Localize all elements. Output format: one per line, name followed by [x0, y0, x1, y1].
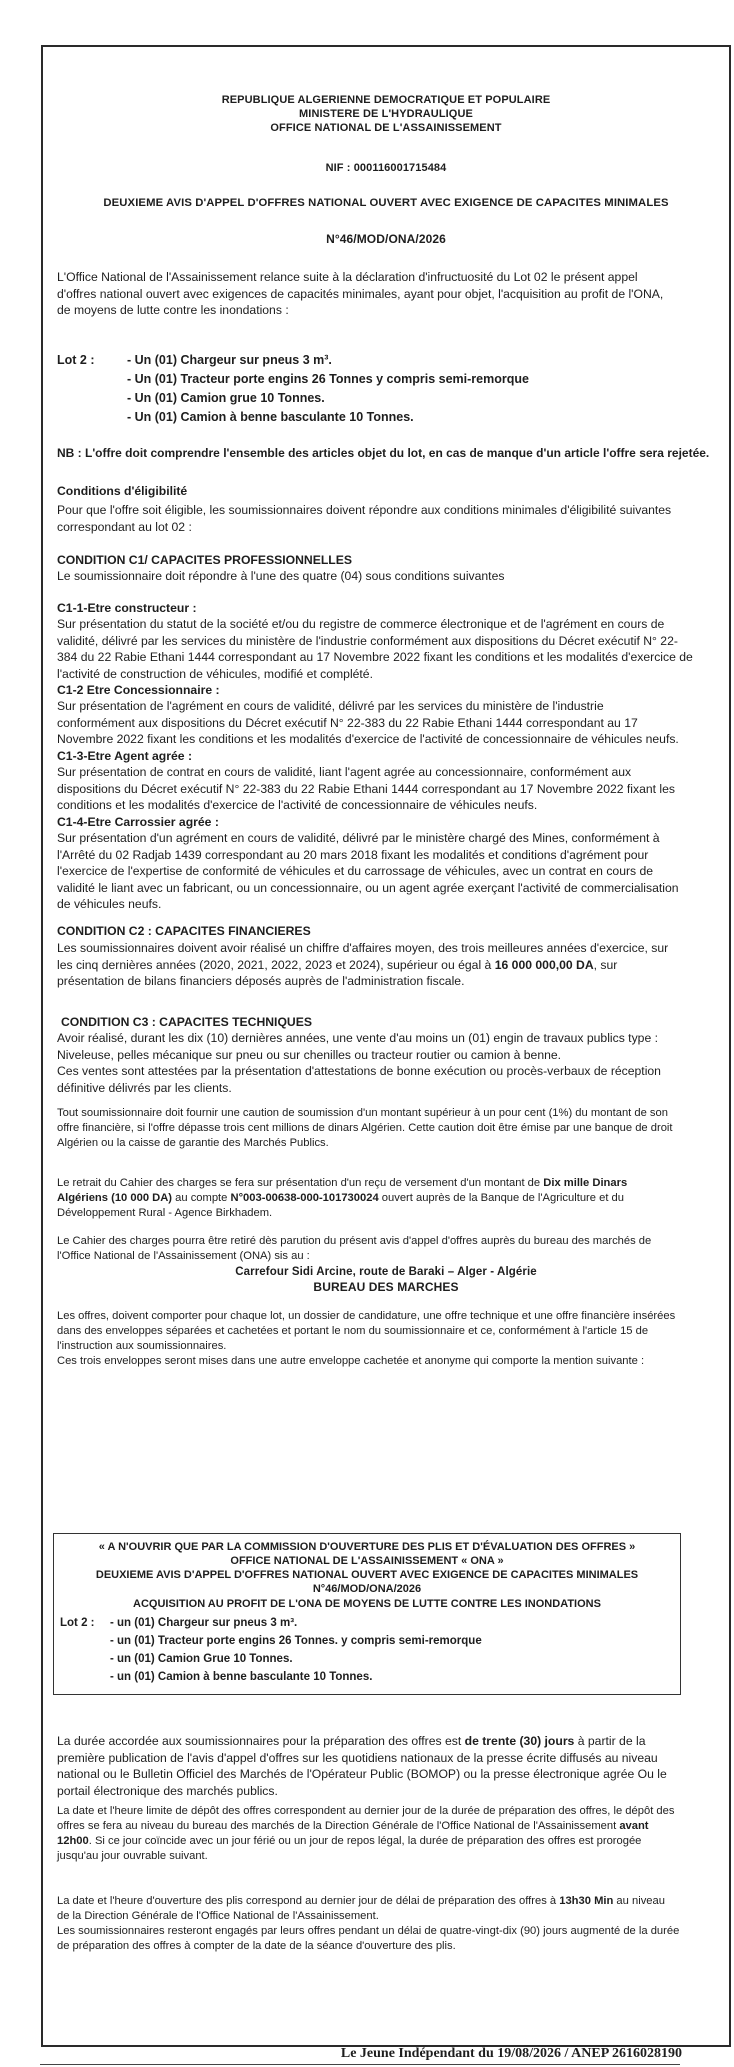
envelope-office: OFFICE NATIONAL DE L'ASSAINISSEMENT « ONA »: [230, 1555, 504, 1567]
lot-item: - Un (01) Tracteur porte engins 26 Tonnes y compris semi-remorque: [127, 372, 529, 386]
c13-title: C1-3-Etre Agent agrée :: [57, 749, 192, 763]
nif-number: NIF : 000116001715484: [325, 162, 447, 174]
c1-title: CONDITION C1/ CAPACITES PROFESSIONNELLES: [57, 553, 353, 567]
header-ministry: MINISTERE DE L'HYDRAULIQUE: [299, 108, 473, 120]
c14-title: C1-4-Etre Carrossier agrée :: [57, 815, 219, 829]
envelope-warning: « A N'OUVRIR QUE PAR LA COMMISSION D'OUVERTURE DES PLIS ET D'ÉVALUATION DES OFFRES »: [98, 1541, 636, 1553]
header-republic: REPUBLIQUE ALGERIENNE DEMOCRATIQUE ET POPULAIRE: [221, 94, 551, 106]
notice-number: N°46/MOD/ONA/2026: [326, 232, 446, 246]
nb-note: NB : L'offre doit comprendre l'ensemble des articles objet du lot, en cas de manque d'un article l'offre sera rejetée.: [57, 446, 710, 460]
envelope-lot-item: - un (01) Camion Grue 10 Tonnes.: [110, 1653, 293, 1665]
lot-item: - Un (01) Chargeur sur pneus 3 m³.: [127, 353, 332, 367]
eligibility-text: Pour que l'offre soit éligible, les soumissionnaires doivent répondre aux conditions minimales d'éligibilité suivantes correspondant au lot 02 :: [57, 503, 672, 534]
intro-paragraph: L'Office National de l'Assainissement relance suite à la déclaration d'infructuosité du Lot 02 le présent appel d'offres national ouvert avec exigences de capacités minimales, ayant pour objet, l'acquisition au profit de l'ONA, de moyens de lutte contre les inondations :: [57, 270, 664, 317]
envelope-lot-item: - un (01) Tracteur porte engins 26 Tonnes. y compris semi-remorque: [110, 1635, 482, 1647]
c11-title: C1-1-Etre constructeur :: [57, 601, 197, 615]
c2-amount: 16 000 000,00 DA: [494, 957, 594, 972]
c3-text: Avoir réalisé, durant les dix (10) dernières années, une vente d'au moins un (01) engin de travaux publics type : Niveleuse, pelles mécanique sur pneu ou sur chenilles ou tracteur routier ou camion à benne. Ces ventes sont attestées par la présentation d'attestations de bonne exécution ou procès-verbaux de réception définitive délivrés par les clients.: [57, 1031, 661, 1095]
c12-text: Sur présentation de l'agrément en cours de validité, délivré par les services du ministère de l'industrie conformément aux dispositions du Décret exécutif N° 22-383 du 22 Rabie Ethani 1444 correspondant au 17 Novembre 2022 fixant les conditions et les modalités d'exercice de l'activité de concessionnaire de véhicules neufs.: [57, 699, 679, 746]
retrait-paragraph: Le retrait du Cahier des charges se fera sur présentation d'un reçu de versement d'un montant de Dix mille Dinars Algériens (10 000 DA) au compte N°003-00638-000-101730024 ouvert auprès de la Banque de l'Agriculture et du Développement Rural - Agence Birkhadem.: [57, 1177, 628, 1219]
c11-text: Sur présentation du statut de la société et/ou du registre de commerce électronique et de l'agrément en cours de validité, délivré par les services du ministère de l'industrie conformément aux dispositions du Décret exécutif N° 22- 384 du 22 Rabie Ethani 1444 correspondant au 17 Novembre 2022 fixant les conditions et les modalités d'exercice de l'activité de construction de véhicules, modifié et complété.: [57, 617, 693, 681]
duree-paragraph: La durée accordée aux soumissionnaires pour la préparation des offres est de trente (30) jours à partir de la première publication de l'avis d'appel d'offres sur les quotidiens nationaux de la presse écrite diffusés au niveau national ou le Bulletin Officiel des Marchés de l'Opérateur Public (BOMOP) ou la presse électronique agrée Ou le portail électronique des marchés publics.: [57, 1734, 667, 1798]
ouverture-paragraph: La date et l'heure d'ouverture des plis correspond au dernier jour de délai de préparation des offres à 13h30 Min au niveau de la Direction Générale de l'Office National de l'Assainissement. Les soumissionnaires resteront engagés par leurs offres pendant un délai de quatre-vingt-dix (90) jours augmenté de la durée de préparation des offres à compter de la date de la séance d'ouverture des plis.: [57, 1895, 680, 1952]
lot-item: - Un (01) Camion à benne basculante 10 Tonnes.: [127, 410, 414, 424]
c12-title: C1-2 Etre Concessionnaire :: [57, 683, 220, 697]
c2-title: CONDITION C2 : CAPACITES FINANCIERES: [57, 924, 311, 938]
c14-text: Sur présentation d'un agrément en cours de validité, délivré par le ministère chargé des Mines, conformément à l'Arrêté du 02 Radjab 1439 correspondant au 20 mars 2018 fixant les modalités et conditions d'agrément pour l'exercice de l'expertise de conformité de véhicules et du carrossage de véhicules, avec un contrat en cours de validité le liant avec un fabricant, ou un concessionnaire, ou un agent agrée exerçant l'activité de commercialisation de véhicules neufs.: [57, 831, 679, 911]
envelope-object: ACQUISITION AU PROFIT DE L'ONA DE MOYENS DE LUTTE CONTRE LES INONDATIONS: [133, 1598, 601, 1610]
depot-paragraph: La date et l'heure limite de dépôt des offres correspondent au dernier jour de la durée de préparation des offres, le dépôt des offres se fera au niveau du bureau des marchés de la Direction Générale de l'Office National de l'Assainissement avant 12h00. Si ce jour coïncide avec un jour férié ou un jour de repos légal, la durée de préparation des offres est prorogée jusqu'au jour ouvrable suivant.: [57, 1805, 675, 1862]
envelope-number: N°46/MOD/ONA/2026: [312, 1583, 422, 1595]
lot-label: Lot 2 :: [57, 353, 95, 367]
envelope-title: DEUXIEME AVIS D'APPEL D'OFFRES NATIONAL OUVERT AVEC EXIGENCE DE CAPACITES MINIMALES: [95, 1569, 639, 1581]
cahier-paragraph: Le Cahier des charges pourra être retiré dès parution du présent avis d'appel d'offres auprès du bureau des marchés de l'Office National de l'Assainissement (ONA) sis au :: [57, 1235, 652, 1262]
header-office: OFFICE NATIONAL DE L'ASSAINISSEMENT: [270, 122, 502, 134]
notice-frame: [41, 45, 731, 2047]
envelope-lot-item: - un (01) Chargeur sur pneus 3 m³.: [110, 1617, 298, 1629]
bank-account: N°003-00638-000-101730024: [230, 1192, 379, 1204]
notice-title: DEUXIEME AVIS D'APPEL D'OFFRES NATIONAL OUVERT AVEC EXIGENCE DE CAPACITES MINIMALES: [103, 197, 669, 209]
c13-text: Sur présentation de contrat en cours de validité, liant l'agent agrée au concessionnaire, conformément aux dispositions du Décret exécutif N° 22-383 du 22 Rabie Ethani 1444 correspondant au 17 Novembre 2022 fixant les conditions et les modalités d'exercice de l'activité de concessionnaire de véhicules neufs.: [57, 765, 676, 812]
publication-footer: Le Jeune Indépendant du 19/08/2026 / ANEP 2616028190: [340, 2046, 682, 2061]
envelope-lot-label: Lot 2 :: [60, 1617, 95, 1629]
address: Carrefour Sidi Arcine, route de Baraki – Alger - Algérie: [235, 1266, 537, 1278]
caution-paragraph: Tout soumissionnaire doit fournir une caution de soumission d'un montant supérieur à un pour cent (1%) du montant de son offre financière, si l'offre dépasse trois cent millions de dinars Algérien. Cette caution doit être émise par une banque de droit Algérien ou la caisse de garantie des Marchés Publics.: [57, 1107, 673, 1149]
envelope-mention-box: [53, 1533, 681, 1695]
footer-divider: [40, 2064, 680, 2065]
bureau-title: BUREAU DES MARCHES: [313, 1280, 459, 1294]
lot-item: - Un (01) Camion grue 10 Tonnes.: [127, 391, 325, 405]
envelope-lot-item: - un (01) Camion à benne basculante 10 Tonnes.: [110, 1671, 373, 1683]
c3-title: CONDITION C3 : CAPACITES TECHNIQUES: [61, 1015, 312, 1029]
offres-paragraph: Les offres, doivent comporter pour chaque lot, un dossier de candidature, une offre technique et une offre financière insérées dans des enveloppes séparées et cachetées et portant le nom du soumissionnaire et ce, conformément à l'article 15 de l'instruction aux soumissionnaires. Ces trois enveloppes seront mises dans une autre enveloppe cachetée et anonyme qui comporte la mention suivante :: [57, 1310, 676, 1367]
c1-intro: Le soumissionnaire doit répondre à l'une des quatre (04) sous conditions suivantes: [57, 569, 505, 583]
c2-text: Les soumissionnaires doivent avoir réalisé un chiffre d'affaires moyen, des trois meilleures années d'exercice, sur les cinq dernières années (2020, 2021, 2022, 2023 et 2024), supérieur ou égal à 16 000 000,00 DA, sur présentation de bilans financiers déposés auprès de l'administration fiscale.: [57, 941, 669, 988]
eligibility-title: Conditions d'éligibilité: [57, 484, 188, 498]
